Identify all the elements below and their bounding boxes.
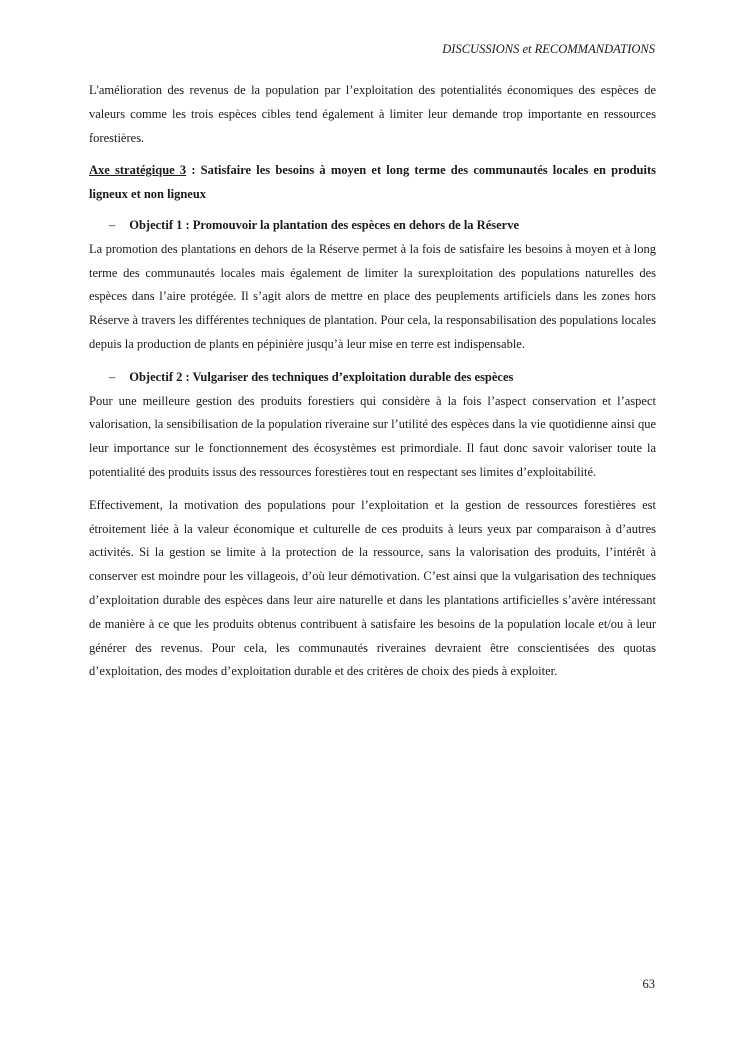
intro-paragraph: L'amélioration des revenus de la population par l’exploitation des potentialités économiques des espèces de valeurs comme les trois espèces cibles tend également à limiter leur demande trop importante en ressources forestières. [89,83,656,145]
objective-1-title: Objectif 1 : Promouvoir la plantation des espèces en dehors de la Réserve [129,217,520,232]
strategic-axis-text: : Satisfaire les besoins à moyen et long terme des communautés locales en produits ligneux et non ligneux [89,163,656,202]
objective-2-paragraph: Pour une meilleure gestion des produits forestiers qui considère à la fois l’aspect conservation et l’aspect valorisation, la sensibilisation de la population riveraine sur l’utilité des espèces dans la vie quotidienne ainsi que leur importance sur le fonctionnement des écosystèmes est primordiale. Il faut donc savoir valoriser toute la potentialité des produits issus des ressources forestières tout en respectant ses limites d’exploitabilité. [89,393,656,479]
bullet-dash: – [109,369,116,384]
objective-1-heading [89,214,656,238]
objective-1-paragraph: La promotion des plantations en dehors de la Réserve permet à la fois de satisfaire les besoins à moyen et à long terme des communautés locales mais également de limiter la surexploitation des populations naturelles des espèces dans l’aire protégée. Il s’agit alors de mettre en place des peuplements artificiels dans les zones hors Réserve à travers les différentes techniques de plantation. Pour cela, la responsabilisation des populations locales depuis la production de plants en pépinière jusqu’à leur mise en terre est indispensable. [89,241,656,351]
closing-paragraph: Effectivement, la motivation des populations pour l’exploitation et la gestion de ressources forestières est étroitement liée à la valeur économique et culturelle de ces produits à leurs yeux par comparaison à d’autres activités. Si la gestion se limite à la protection de la ressource, sans la valorisation des produits, l’intérêt à conserver est moindre pour les villageois, d’où leur démotivation. C’est ainsi que la vulgarisation des techniques d’exploitation durable des espèces dans leur aire naturelle et dans les plantations artificielles s’avère intéressant de manière à ce que les produits obtenus contribuent à satisfaire les besoins de la population locale et/ou à leur générer des revenus. Pour cela, les communautés riveraines devraient être conscientisées des quotas d’exploitation, des modes d’exploitation durable et des critères de choix des pieds à exploiter. [89,497,656,679]
page-content [89,79,656,693]
objective-2-title: Objectif 2 : Vulgariser des techniques d’exploitation durable des espèces [129,369,514,384]
page-number: 63 [642,977,655,991]
running-header: DISCUSSIONS et RECOMMANDATIONS [442,42,655,56]
strategic-axis-label: Axe stratégique 3 [89,163,187,178]
objective-2-heading [89,366,656,390]
bullet-dash: – [109,217,116,232]
strategic-axis-heading [89,159,656,207]
